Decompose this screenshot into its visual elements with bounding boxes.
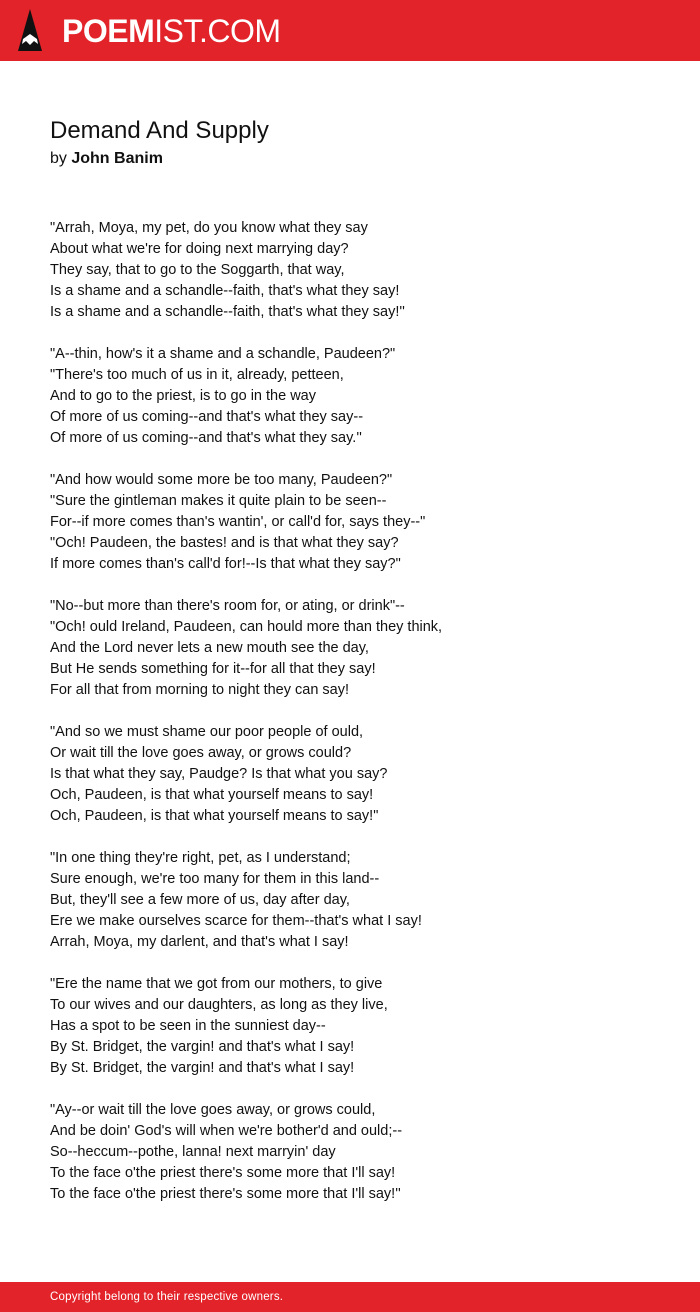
poem-line: Or wait till the love goes away, or grows could? xyxy=(50,745,352,761)
poem-line: "Ay--or wait till the love goes away, or grows could, xyxy=(50,1102,376,1118)
poem-line: About what we're for doing next marrying day? xyxy=(50,241,349,257)
author-name: John Banim xyxy=(71,150,163,167)
stanza xyxy=(50,344,670,449)
logo-light-text: IST.COM xyxy=(154,13,281,49)
poem-line: By St. Bridget, the vargin! and that's what I say! xyxy=(50,1039,355,1055)
poem-line: Och, Paudeen, is that what yourself means to say!" xyxy=(50,808,379,824)
poem-line: Is a shame and a schandle--faith, that's what they say! xyxy=(50,283,400,299)
poem-line: Is a shame and a schandle--faith, that's what they say!'' xyxy=(50,304,405,320)
poem-line: "Arrah, Moya, my pet, do you know what they say xyxy=(50,220,368,236)
stanza xyxy=(50,974,670,1079)
poem-line: For--if more comes than's wantin', or call'd for, says they--" xyxy=(50,514,426,530)
poem-title: Demand And Supply xyxy=(50,117,269,144)
poem-line: Arrah, Moya, my darlent, and that's what I say! xyxy=(50,934,349,950)
poem-line: Is that what they say, Paudge? Is that what you say? xyxy=(50,766,388,782)
poem-line: "And how would some more be too many, Paudeen?" xyxy=(50,472,393,488)
poem-line: "Ere the name that we got from our mothers, to give xyxy=(50,976,383,992)
poem-line: "Sure the gintleman makes it quite plain to be seen-- xyxy=(50,493,387,509)
copyright-text: Copyright belong to their respective owners. xyxy=(50,1291,284,1303)
pencil-logo-icon[interactable] xyxy=(18,9,42,51)
poem-line: "Och! Paudeen, the bastes! and is that what they say? xyxy=(50,535,399,551)
poem-line: And the Lord never lets a new mouth see the day, xyxy=(50,640,369,656)
poem-line: But He sends something for it--for all that they say! xyxy=(50,661,376,677)
poem-line: To the face o'the priest there's some more that I'll say!'' xyxy=(50,1186,401,1202)
poem-line: To our wives and our daughters, as long as they live, xyxy=(50,997,388,1013)
poem-line: And be doin' God's will when we're bother'd and ould;-- xyxy=(50,1123,403,1139)
poem-line: "In one thing they're right, pet, as I understand; xyxy=(50,850,351,866)
logo-bold-text: POEM xyxy=(62,13,155,49)
stanza xyxy=(50,470,670,575)
site-logo-text[interactable] xyxy=(62,11,281,51)
stanza xyxy=(50,848,670,953)
poem-line: "A--thin, how's it a shame and a schandle, Paudeen?" xyxy=(50,346,396,362)
poem-line: "No--but more than there's room for, or ating, or drink"-- xyxy=(50,598,405,614)
stanza xyxy=(50,218,670,323)
poem-line: If more comes than's call'd for!--Is that what they say?" xyxy=(50,556,401,572)
poem-line: "Och! ould Ireland, Paudeen, can hould more than they think, xyxy=(50,619,443,635)
stanza xyxy=(50,596,670,701)
stanza xyxy=(50,722,670,827)
poem-line: "And so we must shame our poor people of ould, xyxy=(50,724,364,740)
byline xyxy=(50,148,163,170)
poem-line: Sure enough, we're too many for them in this land-- xyxy=(50,871,380,887)
poem-line: By St. Bridget, the vargin! and that's what I say! xyxy=(50,1060,355,1076)
by-prefix: by xyxy=(50,150,67,167)
poem-line: But, they'll see a few more of us, day after day, xyxy=(50,892,350,908)
stanza xyxy=(50,1100,670,1205)
poem-line: Och, Paudeen, is that what yourself means to say! xyxy=(50,787,374,803)
poem-body xyxy=(50,218,670,1226)
poem-line: And to go to the priest, is to go in the way xyxy=(50,388,316,404)
poem-line: They say, that to go to the Soggarth, that way, xyxy=(50,262,345,278)
poem-line: "There's too much of us in it, already, petteen, xyxy=(50,367,344,383)
poem-line: To the face o'the priest there's some more that I'll say! xyxy=(50,1165,396,1181)
poem-line: Of more of us coming--and that's what they say.'' xyxy=(50,430,362,446)
site-footer xyxy=(0,1282,700,1312)
site-header xyxy=(0,0,700,61)
poem-line: Of more of us coming--and that's what they say-- xyxy=(50,409,364,425)
poem-line: So--heccum--pothe, lanna! next marryin' day xyxy=(50,1144,336,1160)
poem-line: Ere we make ourselves scarce for them--that's what I say! xyxy=(50,913,422,929)
poem-line: Has a spot to be seen in the sunniest day-- xyxy=(50,1018,326,1034)
poem-line: For all that from morning to night they can say! xyxy=(50,682,349,698)
